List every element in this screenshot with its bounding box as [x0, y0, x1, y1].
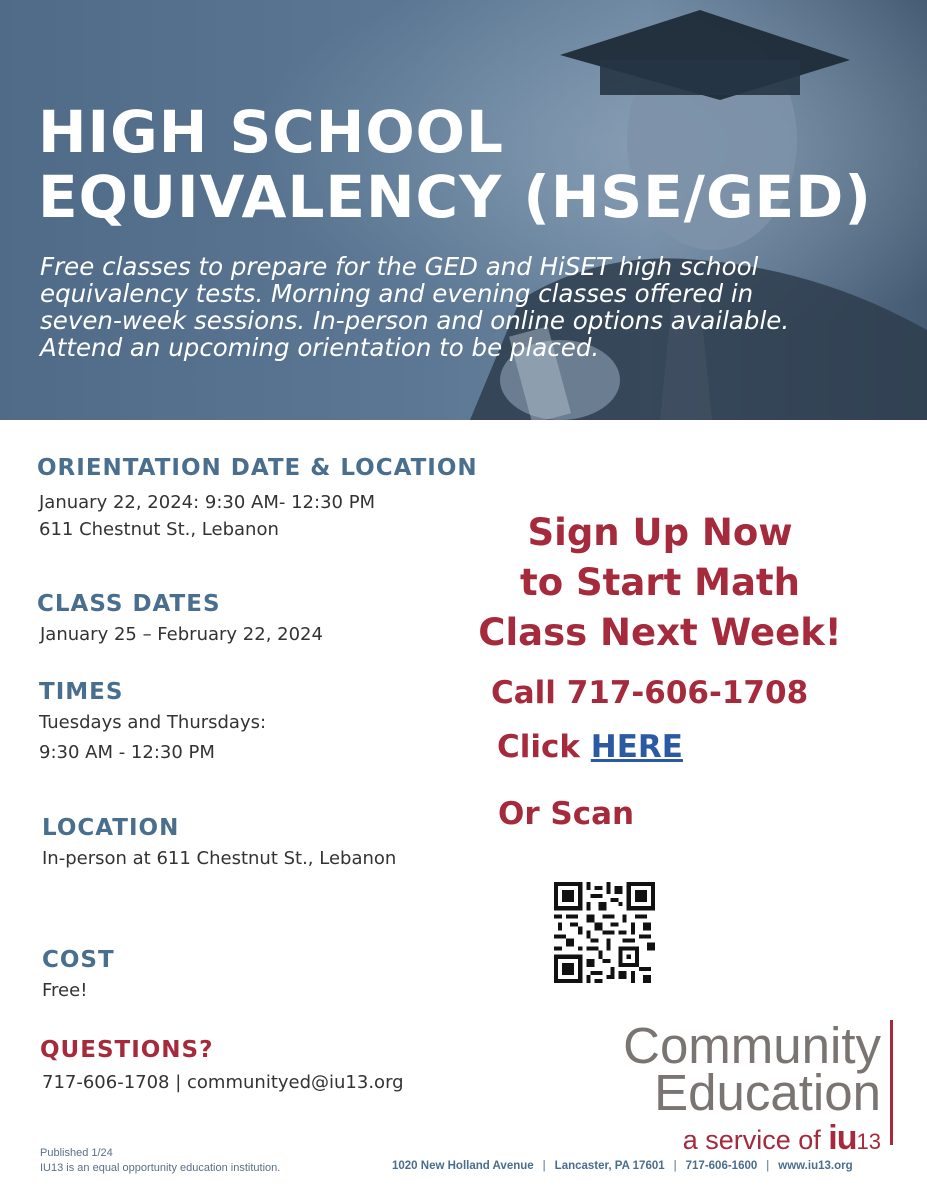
times-heading: TIMES — [39, 679, 124, 705]
title-line-1: HIGH SCHOOL — [38, 98, 504, 166]
iu13-logo-mark: iu — [828, 1119, 857, 1157]
signup-line-2: to Start Math — [520, 561, 800, 604]
orientation-section — [37, 455, 478, 543]
intro-text — [40, 253, 920, 361]
location-section — [42, 815, 396, 872]
intro-line-1: Free classes to prepare for the GED and HiSET high school — [40, 252, 759, 281]
times-hours: 9:30 AM - 12:30 PM — [39, 742, 215, 763]
location-heading: LOCATION — [42, 815, 180, 841]
iu13-logo-number: 13 — [856, 1129, 881, 1154]
questions-contact: 717-606-1708 | communityed@iu13.org — [42, 1072, 404, 1093]
footer-separator: | — [542, 1160, 546, 1172]
signup-line-1: Sign Up Now — [527, 511, 793, 554]
footer-separator: | — [766, 1160, 770, 1172]
questions-heading: QUESTIONS? — [40, 1037, 214, 1063]
class-dates-section — [37, 591, 323, 648]
orientation-address: 611 Chestnut St., Lebanon — [39, 519, 279, 540]
title-line-2: EQUIVALENCY (HSE/GED) — [38, 163, 872, 231]
hero-banner — [0, 0, 927, 420]
here-link[interactable]: HERE — [590, 729, 683, 765]
signup-callout — [440, 508, 880, 658]
class-dates-heading: CLASS DATES — [37, 591, 221, 617]
class-dates-range: January 25 – February 22, 2024 — [40, 624, 323, 645]
logo-service-prefix: a service of — [682, 1125, 829, 1155]
call-phone-text: Call 717-606-1708 — [491, 675, 809, 711]
intro-line-3: seven-week sessions. In-person and online options available. — [40, 306, 790, 335]
footer-city: Lancaster, PA 17601 — [554, 1160, 665, 1172]
cost-heading: COST — [42, 947, 115, 973]
cost-value: Free! — [42, 980, 88, 1001]
footer-separator: | — [673, 1160, 677, 1172]
intro-line-4: Attend an upcoming orientation to be placed. — [40, 333, 600, 362]
page-title — [38, 100, 918, 230]
logo-community: Community — [623, 1017, 881, 1074]
click-prefix: Click — [497, 729, 591, 765]
cost-section — [42, 947, 115, 1004]
times-days: Tuesdays and Thursdays: — [39, 712, 267, 733]
footer-left — [40, 1146, 280, 1176]
times-section — [39, 679, 266, 766]
equal-opportunity-statement: IU13 is an equal opportunity education institution. — [40, 1162, 281, 1174]
intro-line-2: equivalency tests. Morning and evening classes offered in — [40, 279, 754, 308]
orientation-heading: ORIENTATION DATE & LOCATION — [37, 455, 478, 481]
orientation-date: January 22, 2024: 9:30 AM- 12:30 PM — [39, 492, 376, 513]
logo-divider — [890, 1020, 893, 1145]
click-here-line — [497, 729, 683, 765]
questions-section — [40, 1037, 404, 1096]
footer-website-link[interactable]: www.iu13.org — [778, 1160, 853, 1172]
footer-address: 1020 New Holland Avenue — [392, 1160, 534, 1172]
logo-service-line — [683, 1119, 881, 1158]
footer-phone: 717-606-1600 — [685, 1160, 758, 1172]
signup-qr-code[interactable] — [554, 882, 655, 983]
published-date: Published 1/24 — [40, 1147, 113, 1159]
or-scan-text: Or Scan — [498, 796, 635, 832]
signup-line-3: Class Next Week! — [478, 611, 842, 654]
location-address: In-person at 611 Chestnut St., Lebanon — [42, 848, 397, 869]
footer-contact — [392, 1160, 853, 1172]
logo-education: Education — [654, 1064, 881, 1121]
